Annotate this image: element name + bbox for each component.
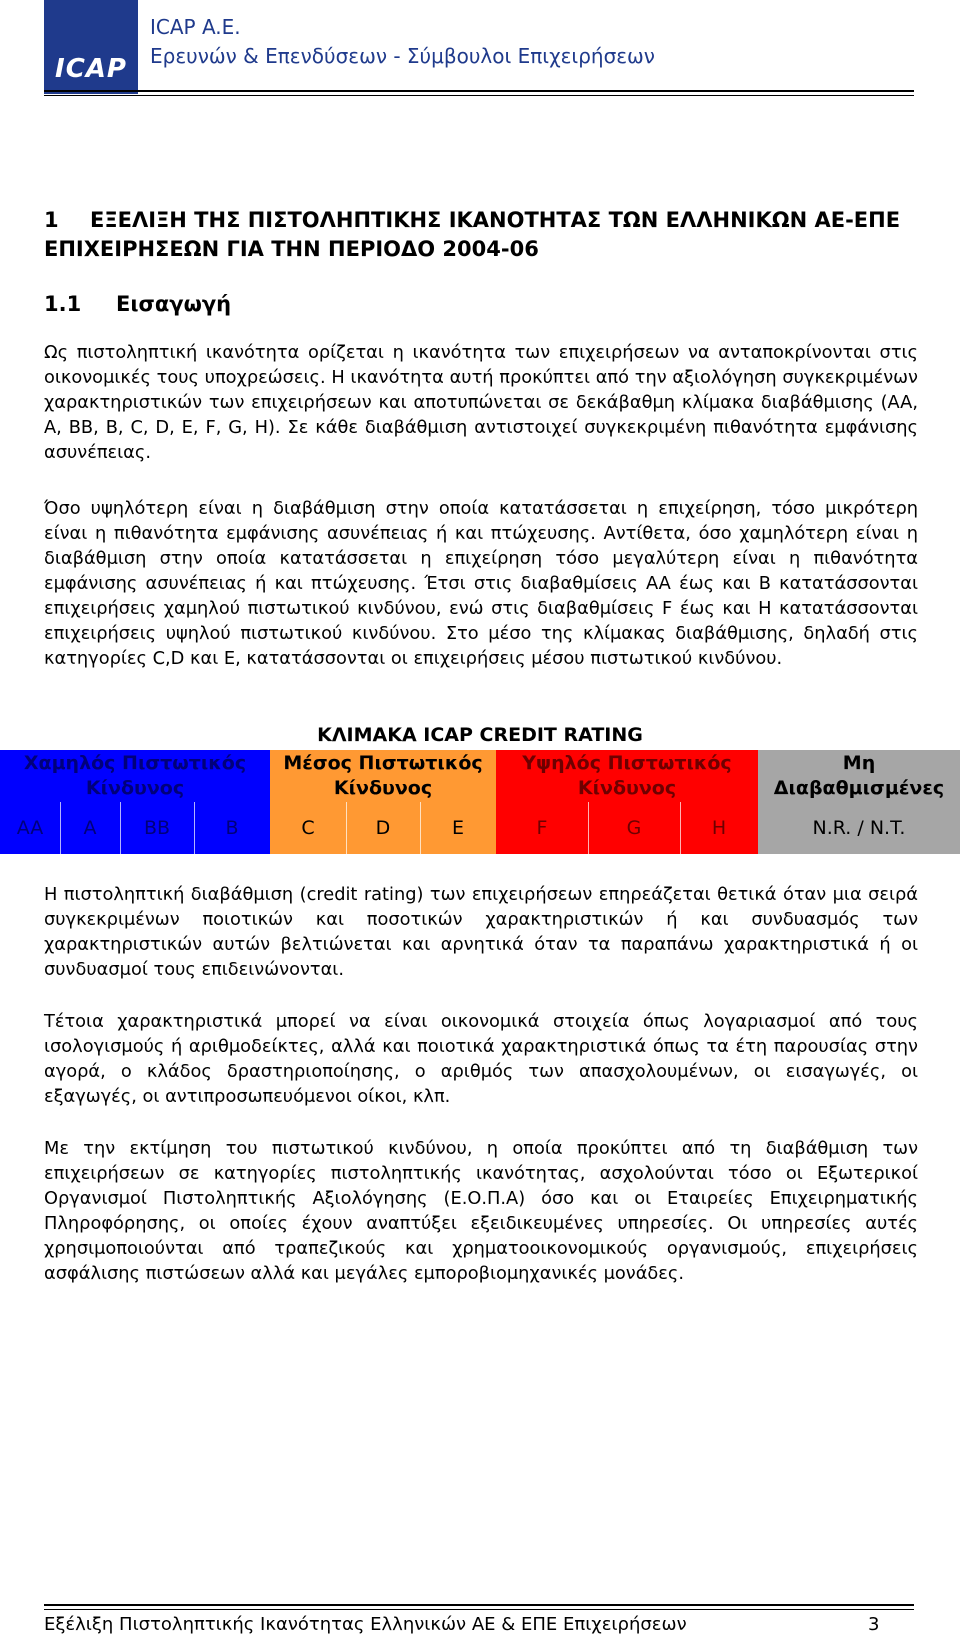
rating-h: H bbox=[680, 802, 758, 854]
group-unrated: Μη Διαβαθμισμένες bbox=[758, 750, 960, 802]
cell-divider bbox=[194, 802, 195, 854]
paragraph-risk-assessment: Με την εκτίμηση του πιστωτικού κινδύνου, η οποία προκύπτει από τη διαβάθμιση των επιχειρήσεων σε κατηγορίες πιστοληπτικής ικανότητας, ασχολούνται τόσο οι Εξωτερικοί Οργανισμοί Πιστοληπτικής Αξιολόγησης (Ε.Ο.Π.Α) όσο και οι Εταιρείες Επιχειρηματικής Πληροφόρησης, οι οποίες έχουν αναπτύξει εξειδικευμένες υπηρεσίες. Οι υπηρεσίες αυτές χρησιμοποιούνται από τραπεζικούς και χρηματοοικονομικούς οργανισμούς, επιχειρήσεις ασφάλισης πιστώσεων αλλά και μεγάλες εμποροβιομηχανικές μονάδες. bbox=[44, 1138, 918, 1284]
company-subtitle: Ερευνών & Επενδύσεων - Σύμβουλοι Επιχειρήσεων bbox=[150, 44, 655, 68]
section-heading bbox=[44, 206, 924, 264]
page-number: 3 bbox=[868, 1614, 880, 1635]
cell-divider bbox=[420, 802, 421, 854]
rating-aa: AA bbox=[0, 802, 60, 854]
rating-e: E bbox=[420, 802, 496, 854]
subsection-title: Εισαγωγή bbox=[116, 292, 232, 316]
paragraph-credit-rating: Η πιστοληπτική διαβάθμιση (credit rating) των επιχειρήσεων επηρεάζεται θετικά όταν μια σειρά συγκεκριμένων ποιοτικών και ποσοτικών χαρακτηριστικών ή και συνδυασμός των χαρακτηριστικών αυτών βελτιώνεται και αρνητικά όταν τα παραπάνω χαρακτηριστικά ή οι συνδυασμοί τους επιδεινώνονται. bbox=[44, 884, 918, 980]
icap-logo bbox=[44, 0, 138, 94]
rating-g: G bbox=[588, 802, 680, 854]
subsection-heading bbox=[44, 292, 231, 316]
rating-b: B bbox=[194, 802, 270, 854]
cell-divider bbox=[60, 802, 61, 854]
header-rule-thin bbox=[44, 95, 914, 96]
cell-divider bbox=[588, 802, 589, 854]
rating-d: D bbox=[346, 802, 420, 854]
section-number: 1 bbox=[44, 208, 59, 232]
group-medium-risk: Μέσος Πιστωτικός Κίνδυνος bbox=[270, 750, 496, 802]
footer-rule-thin bbox=[44, 1609, 914, 1610]
cell-divider bbox=[120, 802, 121, 854]
rating-not-rated: N.R. / N.T. bbox=[758, 802, 960, 854]
paragraph-definition: Ως πιστοληπτική ικανότητα ορίζεται η ικανότητα των επιχειρήσεων να ανταποκρίνονται στις οικονομικές τους υποχρεώσεις. Η ικανότητα αυτή προκύπτει από την αξιολόγηση συγκεκριμένων χαρακτηριστικών των επιχειρήσεων και αποτυπώνεται σε δεκάβαθμη κλίμακα διαβάθμισης (AA, A, BB, B, C, D, E, F, G, H). Σε κάθε διαβάθμιση αντιστοιχεί συγκεκριμένη πιθανότητα εμφάνισης ασυνέπειας. bbox=[44, 342, 918, 463]
rating-c: C bbox=[270, 802, 346, 854]
logo-text: ICAP bbox=[55, 54, 127, 84]
paragraph-rating-scale: Όσο υψηλότερη είναι η διαβάθμιση στην οποία κατατάσσεται η επιχείρηση, τόσο μικρότερη είναι η πιθανότητα εμφάνισης ασυνέπειας ή και πτώχευσης. Αντίθετα, όσο χαμηλότερη είναι η διαβάθμιση στην οποία κατατάσσεται η επιχείρηση τόσο μεγαλύτερη είναι η πιθανότητα εμφάνισης ασυνέπειας ή και πτώχευσης. Έτσι στις διαβαθμίσεις AA έως και B κατατάσσονται επιχειρήσεις χαμηλού πιστωτικού κινδύνου, ενώ στις διαβαθμίσεις F έως και H κατατάσσονται επιχειρήσεις υψηλού πιστωτικού κινδύνου. Στο μέσο της κλίμακας διαβάθμισης, δηλαδή στις κατηγορίες C,D και E, κατατάσσονται οι επιχειρήσεις μέσου πιστωτικού κινδύνου. bbox=[44, 498, 918, 669]
rating-table-title: ΚΛΙΜΑΚΑ ICAP CREDIT RATING bbox=[317, 724, 643, 746]
paragraph-characteristics: Τέτοια χαρακτηριστικά μπορεί να είναι οικονομικά στοιχεία όπως λογαριασμοί από τους ισολογισμούς ή αριθμοδείκτες, αλλά και ποιοτικά χαρακτηριστικά όπως τα έτη παρουσίας στην αγορά, ο κλάδος δραστηριοποίησης, ο αριθμός των απασχολουμένων, οι εισαγωγές, οι εξαγωγές, οι αντιπροσωπευόμενοι οίκοι, κλπ. bbox=[44, 1011, 918, 1107]
subsection-number: 1.1 bbox=[44, 292, 82, 316]
cell-divider bbox=[346, 802, 347, 854]
header-rule bbox=[44, 90, 914, 92]
rating-f: F bbox=[496, 802, 588, 854]
rating-a: A bbox=[60, 802, 120, 854]
footer-title: Εξέλιξη Πιστοληπτικής Ικανότητας Ελληνικών ΑΕ & ΕΠΕ Επιχειρήσεων bbox=[44, 1614, 687, 1635]
rating-bb: BB bbox=[120, 802, 194, 854]
cell-divider bbox=[680, 802, 681, 854]
section-title: ΕΞΕΛΙΞΗ ΤΗΣ ΠΙΣΤΟΛΗΠΤΙΚΗΣ ΙΚΑΝΟΤΗΤΑΣ ΤΩΝ ΕΛΛΗΝΙΚΩΝ ΑΕ-ΕΠΕ ΕΠΙΧΕΙΡΗΣΕΩΝ ΓΙΑ ΤΗΝ ΠΕΡΙΟΔΟ 2004-06 bbox=[44, 208, 901, 261]
group-low-risk: Χαμηλός Πιστωτικός Κίνδυνος bbox=[0, 750, 270, 802]
group-high-risk: Υψηλός Πιστωτικός Κίνδυνος bbox=[496, 750, 758, 802]
footer-rule bbox=[44, 1604, 914, 1606]
company-name: ICAP A.E. bbox=[150, 15, 241, 39]
